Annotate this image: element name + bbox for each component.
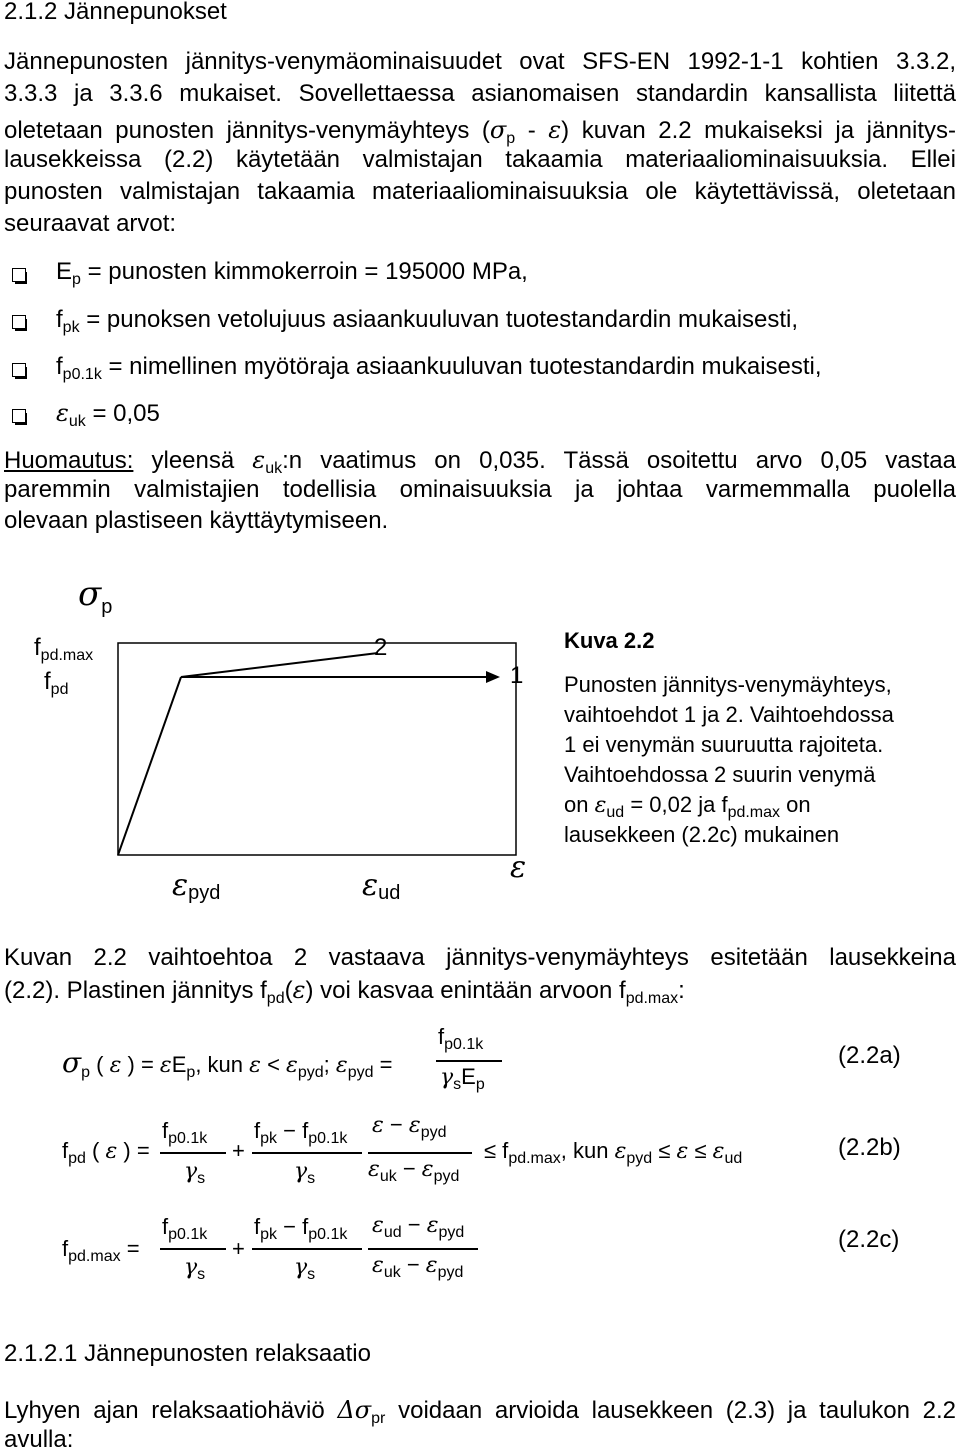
fpd-label: $f_{pd}$ bbox=[44, 668, 69, 698]
intro-line-2: 3.3.3 ja 3.3.6 mukaiset. Sovellettaessa asianomaisen standardin kansallista liitettä bbox=[4, 80, 956, 107]
note-line-1: Huomautus: yleensä $\varepsilon_{uk}:n$ vaatimus on 0,035. Tässä osoitettu arvo 0,05 vastaa bbox=[4, 446, 956, 477]
bullet-box-icon bbox=[12, 268, 26, 282]
caption-line: lausekkeen (2.2c) mukainen bbox=[564, 822, 840, 847]
bullet-box-icon bbox=[12, 363, 26, 377]
relax-line-1: Lyhyen ajan relaksaatiohäviö $\Delta\sigma_{pr}$ voidaan arvioida lausekkeen (2.3) ja taulukon 2.2 bbox=[4, 1396, 956, 1427]
after-line-2: (2.2). Plastinen jännitys $f_{pd}(\varepsilon)$ voi kasvaa enintään arvoon $f_{pd.max}$: bbox=[4, 976, 685, 1007]
intro-line-1: Jännepunosten jännitys-venymäominaisuudet ovat SFS-EN 1992-1-1 kohtien 3.3.2, bbox=[4, 48, 956, 75]
caption-title: Kuva 2.2 bbox=[564, 628, 655, 653]
eps-pyd-label: εpyd bbox=[172, 868, 221, 904]
elastic-branch bbox=[118, 677, 181, 855]
eps-ud-label: εud bbox=[362, 868, 401, 904]
eq-label: (2.2a) bbox=[838, 1042, 901, 1069]
eq-label: (2.2b) bbox=[838, 1134, 901, 1161]
stress-strain-diagram bbox=[0, 570, 560, 920]
curve-2-branch bbox=[181, 653, 378, 677]
caption-line: on $\varepsilon_{ud} = 0,02$ ja $f_{pd.max}$ on bbox=[564, 792, 811, 821]
bullet-box-icon bbox=[12, 409, 26, 423]
section-heading: 2.1.2 Jännepunokset bbox=[4, 0, 227, 25]
fpdmax-label: $f_{pd.max}$ bbox=[34, 634, 94, 664]
intro-line-5: punosten valmistajan takaamia materiaaliominaisuuksia ole käytettävissä, oletetaan bbox=[4, 178, 956, 205]
curve-2-label: 2 bbox=[374, 634, 388, 661]
x-axis-label: ε bbox=[510, 850, 527, 885]
caption-line: 1 ei venymän suuruutta rajoiteta. bbox=[564, 732, 884, 757]
bullet-item: $f_{pk}$ = punoksen vetolujuus asiaankuuluvan tuotestandardin mukaisesti, bbox=[56, 306, 799, 336]
bullet-item: $E_p$ = punosten kimmokerroin = 195000 MPa, bbox=[56, 258, 528, 288]
intro-line-4: lausekkeissa (2.2) käytetään valmistajan takaamia materiaaliominaisuuksia. Ellei bbox=[4, 146, 956, 173]
y-axis-label: $\sigma_p$ bbox=[78, 574, 113, 618]
intro-line-3: oletetaan punosten jännitys-venymäyhteys $(\sigma_p - \varepsilon)$ kuvan 2.2 mukaiseksi ja jännitys- bbox=[4, 116, 956, 147]
subsection-heading: 2.1.2.1 Jännepunosten relaksaatio bbox=[4, 1340, 371, 1367]
caption-line: Vaihtoehdossa 2 suurin venymä bbox=[564, 762, 876, 787]
note-line-2: paremmin valmistajien todellisia ominaisuuksia ja johtaa varmemmalla puolella bbox=[4, 476, 956, 503]
diagram-frame bbox=[118, 643, 516, 855]
caption-line: vaihtoehdot 1 ja 2. Vaihtoehdossa bbox=[564, 702, 894, 727]
eq-label: (2.2c) bbox=[838, 1226, 900, 1253]
bullet-box-icon bbox=[12, 315, 26, 329]
bullet-item: $f_{p0.1k}$ = nimellinen myötöraja asiaankuuluvan tuotestandardin mukaisesti, bbox=[56, 353, 822, 383]
arrow-icon bbox=[486, 671, 500, 683]
curve-1-label: 1 bbox=[510, 662, 524, 689]
intro-line-6: seuraavat arvot: bbox=[4, 210, 177, 237]
bullet-item: $\varepsilon_{uk} = 0,05$ bbox=[56, 399, 160, 430]
after-line-1: Kuvan 2.2 vaihtoehtoa 2 vastaava jännitys-venymäyhteys esitetään lausekkeina bbox=[4, 944, 956, 971]
relax-line-2: avulla: bbox=[4, 1426, 74, 1453]
note-line-3: olevaan plastiseen käyttäytymiseen. bbox=[4, 507, 389, 534]
caption-line: Punosten jännitys-venymäyhteys, bbox=[564, 672, 892, 697]
